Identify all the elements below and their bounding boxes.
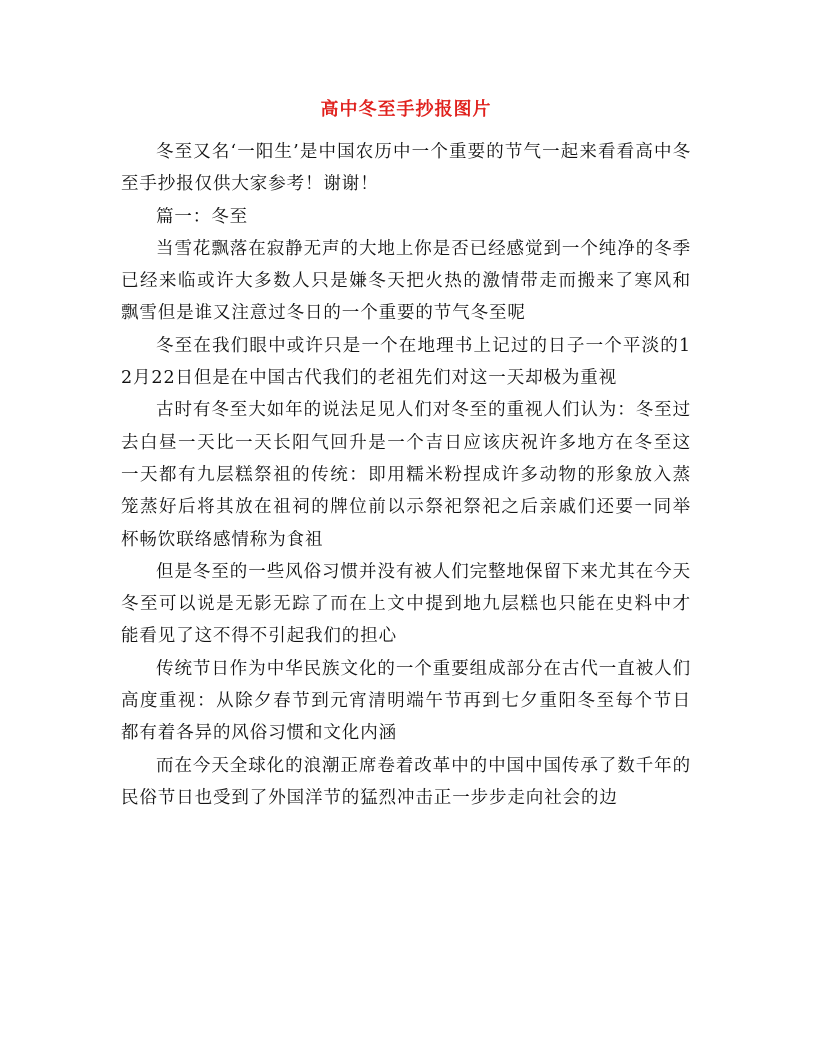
- section-heading: 篇一：冬至: [156, 206, 248, 227]
- paragraph-intro: 冬至又名‘一阳生’是中国农历中一个重要的节气一起来看看高中冬至手抄报仅供大家参考！谢谢！: [121, 142, 691, 195]
- document-page: [121, 0, 691, 1056]
- paragraph: 当雪花飘落在寂静无声的大地上你是否已经感觉到一个纯净的冬季已经来临或许大多数人只是嫌冬天把火热的激情带走而搬来了寒风和飘雪但是谁又注意过冬日的一个重要的节气冬至呢: [121, 238, 691, 324]
- paragraph: 但是冬至的一些风俗习惯并没有被人们完整地保留下来尤其在今天冬至可以说是无影无踪了而在上文中提到地九层糕也只能在史料中才能看见了这不得不引起我们的担心: [121, 561, 691, 647]
- paragraph: 而在今天全球化的浪潮正席卷着改革中的中国中国传承了数千年的民俗节日也受到了外国洋节的猛烈冲击正一步步走向社会的边: [121, 755, 691, 808]
- paragraph: 古时有冬至大如年的说法足见人们对冬至的重视人们认为：冬至过去白昼一天比一天长阳气回升是一个吉日应该庆祝许多地方在冬至这一天都有九层糕祭祖的传统：即用糯米粉捏成许多动物的形象放入蒸笼蒸好后将其放在祖祠的牌位前以示祭祀祭祀之后亲戚们还要一同举杯畅饮联络感情称为食祖: [121, 400, 691, 550]
- document-title: 高中冬至手抄报图片: [320, 99, 492, 120]
- paragraph: 冬至在我们眼中或许只是一个在地理书上记过的日子一个平淡的12月22日但是在中国古代我们的老祖先们对这一天却极为重视: [121, 335, 691, 389]
- paragraph: 传统节日作为中华民族文化的一个重要组成部分在古代一直被人们高度重视：从除夕春节到元宵清明端午节再到七夕重阳冬至每个节日都有着各异的风俗习惯和文化内涵: [121, 658, 691, 744]
- document-body: [121, 136, 691, 814]
